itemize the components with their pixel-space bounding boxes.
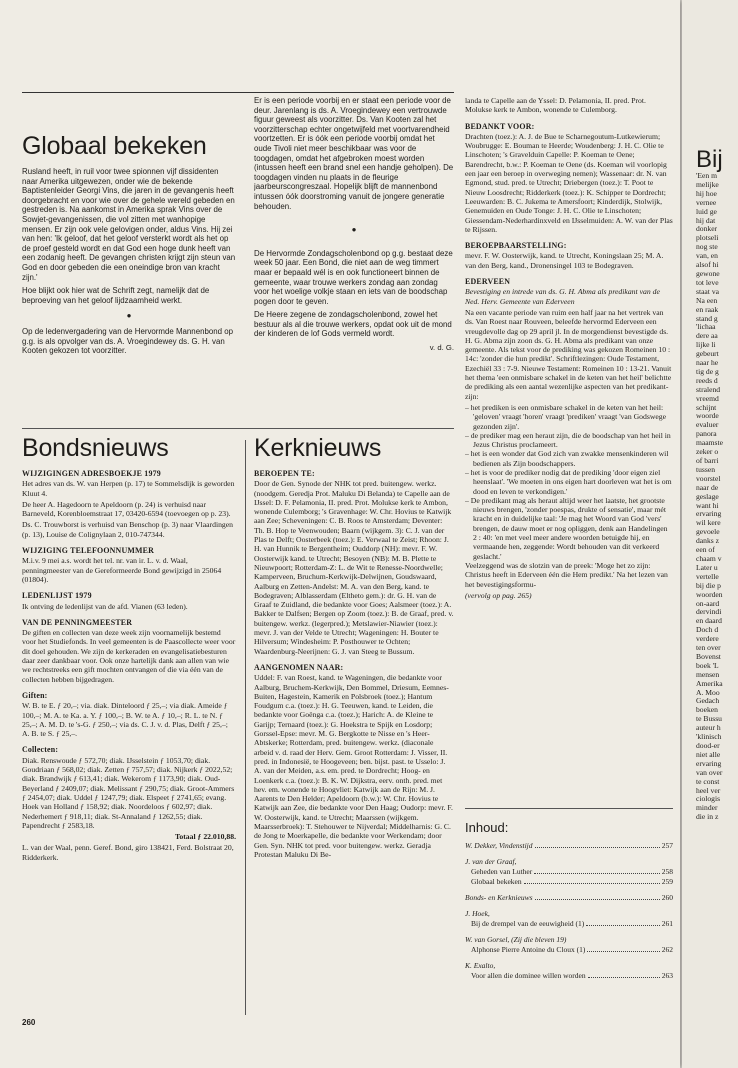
- ederveen-text: Na een vacante periode van ruim een half jaar na het vertrek van ds. Van Roest naar Rouveen, beleefde hervormd Ederveen een vreugdevolle dag op 29 april jl. In de morgendienst bevestigde ds. H. G. Abma zijn zoon ds. G. H. Abma als predikant van onze gemeente. Als tekst voor de prediking was gekozen Romeinen 10 : 14c: 'zonder die hun predikt'. Schriftlezingen: Oude Testament, Ezechiël 33 : 7-9. Nieuwe Testament: Romeinen 10 : 13-21. Vanuit het thema 'een onmisbare schakel in de keten van het heil' belichtte de prediking als een aantal wezenlijke aspecten van het predikant-zijn:: [465, 307, 672, 401]
- facing-page-line: on-aard: [696, 598, 720, 608]
- facing-page-line: naar he: [696, 358, 719, 368]
- facing-page-line: te const: [696, 776, 720, 786]
- closing-text: Veelzeggend was de slotzin van de preek: 'Moge het zo zijn: Christus heeft in Ederveen één die Hem predikt.' Na het lezen van het bevestigingsformu-: [465, 560, 668, 589]
- facing-page-line: Doch d: [696, 625, 719, 635]
- beroepen-text: Door de Gen. Synode der NHK tot pred. buitengew. werkz. (noodgem. Geredja Prot. Maluku Di Belanda) te Capelle aan de IJssel: D. F. Pelamonia, II. pred. Prot. Molukse kerk te Ambon, wonende Culemborg; 's Gravenhage: W. Chr. Hovius te Katwijk aan Zee; Scheveningen: C. B. Roos te Amsterdam; Deventer: Th. B. Hop te Veenwouden; Baarn (wijkgem. 3): C. J. van der Plas te Delft; Oosterbeek (toez.): E. Verwaal te Zeist; Rhoon: J. H. van Hunnik te Bergentheim; Ouddorp (NH): mevr. F. W. Oosterwijk kand. te Utrecht; Besoyen (NB): M. B. Plette te Nieuwpoort; Rotterdam-Z: L. de Wit te Renesse-Noordwelle; Kamperveen, Bruchum-Kerkwijk-Delwijnen, Goudswaard, Aalburg en Zetten-Andelst: M. A. van den Berg, kand. te Bodegraven; Alblasserdam (Eltheto gem.): dr. G. H. van de Graaf te Zuidland, die bedankte voor Goes; Aalsmeer (toez.): A. Bakker te Dalfsen; Bergen op Zoom (toez.): B. de Graaf, pred. v. buitengew. werkz. (legerpred.); Metslawier-Niawier (toez.): mevr. J. van der Velde te Utrecht; Wageningen: H. Bouter te Hilversum; Windesheim: P. Posthouwer te Ochten; Waardenburg-Neerijnen: G. J. van Steeg te Bussum.: [254, 479, 454, 656]
- facing-page-line: wil kere: [696, 518, 721, 528]
- toc-row[interactable]: W. Dekker, Vindenstijd 257: [465, 841, 673, 850]
- bondsnieuws-title: Bondsnieuws: [22, 434, 169, 462]
- facing-page-line: Gedach: [696, 696, 720, 706]
- bedankt-text: Drachten (toez.): A. J. de Bue te Scharnegoutum-Lutkewierum; Woubrugge: E. Bouman te Heerde; Woudenberg: J. H. C. Olie te Linschoten; 's Gravelduin Capelle: P. Koeman te Oene; Barendrecht, b.w.: P. Koeman te Oene (ds. Koeman wil voorlopig een jaar een beroep in overweging nemen); Wassenaar: dr. N. van Egmond, stud. pred. te Utrecht; Driebergen (toez.): T. Poot te Nieuw Loosdrecht; Ridderkerk (toez.): K. Schipper te Dordrecht; Leeuwarden: B. C. Jukema te Amersfoort; Kinderdijk, Stolwijk, Genemuiden en Oude Tonge: J. H. C. Olie te Linschoten; Giessendam-Nederhardinxveld en IJsselmuiden: A. W. van der Plas te Rijssen.: [465, 131, 673, 234]
- facing-page-line: niet alle: [696, 749, 721, 759]
- facing-page-line: dood-er: [696, 741, 720, 750]
- paragraph: Ik ontving de ledenlijst van de afd. Vianen (63 leden).: [22, 601, 188, 611]
- inhoud-rule: [465, 808, 673, 809]
- toc-author: W. van Gorsel, (Zij die bleven 19): [465, 935, 567, 944]
- section-heading: VAN DE PENNINGMEESTER: [22, 617, 133, 627]
- facing-page-line: bij die p: [696, 580, 721, 590]
- facing-page-line: geslage: [696, 491, 719, 501]
- blessing-paragraph: De Heere zegene de zondagscholenbond, zowel het bestuur als al die trouwe werkers, opdat ook uit de mond der kinderen de lof Gods vermeld wordt.: [254, 310, 452, 339]
- aangenomen-text: Uddel: F. van Roest, kand. te Wageningen, die bedankte voor Aalburg, Bruchem-Kerkwijk, Den Bommel, Driesum, Eemnes-Buiten, Hagestein, Kamerik en Polsbroek (toez.); Hantum Foudgum c.a. (toez.): H. G. Teeuwen, kand. te Leiden, die bedankte voor Goënga c.a. (toez.); Harich: A. de Kleine te Garijp; Ternaard (toez.): G. Hoekstra te Spijk en Losdorp; Gorssel-Epse: mevr. M. G. Bergkotte te Nisse en 's Heer-Abtskerke; Rotterdam, pred. buitengew. werkz. (diaconale arbeid v. d. raad der Herv. Gem. Groot Rotterdam: J. Visser, II. pred. in Indonesië, te Hoogeveen; ben. bijst. past. te Usselo: J. A. van der Meiden, a.s. em. pred. te Dordrecht; Hoog- en Loenkerk c.a. (toez.): B. K. W. Dijkstra, eerv. onth. pred. met hev. em. wonende te Hoogvliet: Katwijk aan de Rijn: M. J. Aarents te Den Helder; Apeldoorn (b.w.): W. Chr. Hovius te Katwijk aan Zee, die bedankte voor Den Haag; Oudorp: mevr. F. W. Oosterwijk, kand. te Utrecht; Maarssen (wijkgem. Maarsserbroek): T. Stehouwer te Nijverdal; Middelharnis: G. C. de Jong te Moerkapelle, die bedankte voor Werkendam; door Gen. Syn. NHK tot pred. voor buitengew. werkz. Geradja Protestan Maluku Di Be-: [254, 673, 453, 859]
- globaal-bekeken-body: [22, 167, 236, 356]
- facing-page-title: Bij: [696, 146, 723, 173]
- facing-page-line: zeker o: [696, 447, 719, 457]
- page-number: 260: [22, 1018, 36, 1027]
- facing-page-line: vertelle: [696, 571, 719, 581]
- facing-page-line: stand g: [696, 313, 718, 323]
- facing-page-line: 'Een m: [696, 171, 717, 180]
- toc-row[interactable]: Voor allen die dominee willen worden 263: [471, 971, 673, 980]
- facing-page-line: 'lichaa: [696, 322, 716, 332]
- facing-page-line: alsof hi: [696, 260, 719, 270]
- list-item: – de prediker mag een heraut zijn, die de boodschap van het heil in Jezus Christus proclameert.: [465, 430, 671, 450]
- continuation-paragraph-1: Er is een periode voorbij en er staat een periode voor de deur. Jarenlang is ds. A. Vroegindewey een vertrouwde figuur geweest als voorzitter. Ds. Van Kooten zal het voorzitterschap echter ongetwijfeld met voortvarendheid voortzetten. Er is óók een periode voorbij omdat het oude Tivoli niet meer beschikbaar was voor de toogdagen, omdat het afgebroken moest worden (intussen heeft een brand snel een handje geholpen). De toogdagen vinden nu plaats in de fleurige jaarbeurscongreszaal. Hopelijk blijft de mannenbond intussen óók doorstroming vanuit de jongere generatie behouden.: [254, 96, 454, 211]
- globaal-paragraph-1: Rusland heeft, in ruil voor twee spionnen vijf dissidenten naar Amerika uitgewezen, onder wie de bekende Baptistenleider Georgi Vins, die jaren in de gevangenis heeft doorgebracht en voor wie over de gehele wereld gebeden en gestreden is. Na aankomst in Amerika sprak Vins over de Sowjet-gevangenissen, die vol zitten met wanhopige mensen. Er zijn ook vele gelovigen onder, aldus Vins. Hij zei van hen: 'Ik geloof, dat het geloof versterkt wordt als het op de proef gesteld wordt en dat God een hoge dunk heeft van een zodanig heeft. De gevangen christen krijgt zijn steun van God en door gebeden die een oneindige bron van kracht zijn.': [22, 167, 236, 282]
- column-divider: [245, 440, 246, 1015]
- facing-page-line: tig de g: [696, 366, 719, 376]
- bullet-separator: ●: [351, 225, 357, 235]
- paragraph: M.i.v. 9 mei a.s. wordt het tel. nr. van ir. L. v. d. Waal, penningmeester van de Gereformeerde Bond gewijzigd in 25064 (01804).: [22, 556, 222, 584]
- list-item: – het is voor de prediker nodig dat de prediking 'door eigen ziel heenslaat'. 'We moeten in ons eigen hart doorleven wat het is om dood en leven te verkondigen.': [465, 467, 672, 496]
- facing-page-line: boek 'L: [696, 660, 719, 670]
- paragraph: Ds. C. Trouwborst is verhuisd van Benschop (p. 3) naar Vlaardingen (p. 13), Louise de Colignylaan 2, 010-747344.: [22, 520, 234, 539]
- facing-page-line: hij hoe: [696, 188, 717, 198]
- facing-page-line: gebeurt: [696, 349, 719, 359]
- facing-page-line: lijke li: [696, 340, 716, 350]
- bedankt-heading: BEDANKT VOOR:: [465, 121, 535, 131]
- facing-page-line: staat va: [696, 286, 719, 296]
- facing-page-line: maamste: [696, 438, 723, 448]
- globaal-bekeken-title: Globaal bekeken: [22, 132, 207, 160]
- facing-page-line: donker: [696, 224, 718, 234]
- facing-page-line: gewone: [696, 268, 720, 278]
- list-item: – De predikant mag als heraut altijd weer het laatste, het grootste nieuws brengen, 'zonder poespas, drukte of sensatie', maar mét kracht en in duidelijke taal: 'Je mag het Woord van God 'vers' brengen, de dauw moet er nog opliggen, denk aan Handelingen 2 : 40: 'en met veel meer andere woorden betuigde hij, en vermaande hen, zeggende: Wordt behouden van dit verkeerd geslacht.': [465, 495, 668, 561]
- facing-page-line: ervaring: [696, 509, 722, 519]
- inhoud-title: Inhoud:: [465, 820, 509, 835]
- facing-page-line: Na een: [696, 295, 718, 305]
- facing-page-line: die in z: [696, 812, 719, 822]
- facing-page-line: tot leve: [696, 277, 719, 287]
- facing-page-line: van, en: [696, 251, 718, 261]
- toc-author: J. van der Graaf,: [465, 857, 517, 866]
- kerknieuws-title: Kerknieuws: [254, 434, 382, 462]
- toc-row[interactable]: Geheden van Luther 258: [471, 867, 673, 876]
- facing-page-line: A. Moo: [696, 687, 720, 697]
- facing-page-line: en raak: [696, 304, 719, 314]
- collecten-heading: Collecten:: [22, 745, 59, 755]
- toc-author: K. Exalto,: [465, 961, 496, 970]
- facing-page-line: chaam v: [696, 553, 722, 563]
- aangenomen-heading: AANGENOMEN NAAR:: [254, 662, 344, 672]
- facing-page-line: Amerika: [696, 678, 723, 688]
- toc-row[interactable]: Bij de drempel van de eeuwigheid (1) 261: [471, 919, 673, 928]
- zondagschool-paragraph: De Hervormde Zondagscholenbond op g.g. bestaat deze week 50 jaar. Een Bond, die niet aan de weg timmert maar er bepaald wél is en ook functioneert binnen de gemeente, waar trouwe werkers zondag aan zondag voor het woelige volkje staan en iets van de boodschap pogen door te geven.: [254, 248, 453, 306]
- facing-page-line: dere aa: [696, 331, 718, 341]
- section-heading: WIJZIGINGEN ADRESBOEKJE 1979: [22, 469, 161, 478]
- facing-page-line: ciologis: [696, 794, 721, 804]
- continued-link[interactable]: (vervolg op pag. 265): [465, 590, 532, 600]
- facing-page-line: melijke: [696, 179, 719, 189]
- facing-page-line: van over: [696, 767, 723, 777]
- facing-page-line: Later u: [696, 562, 718, 572]
- toc-row[interactable]: Bonds- en Kerknieuws 260: [465, 893, 673, 902]
- list-item: – het prediken is een onmisbare schakel in de keten van het heil: 'geloven' vraagt 'horen' vraagt 'prediken' vraagt 'van Godswege gezonden zijn'.: [465, 402, 667, 431]
- kerknieuws-continuation: [465, 96, 673, 796]
- facing-page-line: een of: [696, 545, 715, 555]
- facing-page-line: en daard: [696, 616, 722, 626]
- kerknieuws-article: [254, 434, 454, 1016]
- toc-row[interactable]: Alphonse Pierre Antoine du Cloux (1) 262: [471, 945, 673, 954]
- section-rule: [22, 428, 454, 429]
- facing-page-line: ten over: [696, 643, 721, 653]
- ederveen-heading: EDERVEEN: [465, 277, 511, 287]
- signature: v. d. G.: [429, 343, 454, 353]
- bullet-separator: ●: [126, 311, 132, 321]
- section-heading: WIJZIGING TELEFOONNUMMER: [22, 546, 155, 556]
- globaal-bekeken-article: [22, 132, 236, 392]
- list-item: – het is een wonder dat God zich van zwakke mensenkinderen wil bedienen als Zijn boodschappers.: [465, 449, 669, 468]
- facing-page-line: woorden: [696, 589, 723, 599]
- bondsnieuws-article: [22, 434, 236, 1016]
- facing-page-line: vernee: [696, 197, 717, 207]
- facing-page-line: voorstel: [696, 473, 721, 483]
- sermon-aspects-list: [465, 403, 673, 561]
- giften-heading: Giften:: [22, 690, 48, 700]
- facing-page-line: panora: [696, 429, 717, 439]
- facing-page-line: ervaring: [696, 758, 722, 768]
- facing-page-line: heel ver: [696, 785, 721, 795]
- facing-page-line: auteur h: [696, 723, 721, 733]
- facing-page-line: of barri: [696, 456, 719, 465]
- globaal-continuation: [254, 96, 454, 412]
- facing-page-line: luid ge: [696, 206, 717, 216]
- beroepbaarstelling-heading: BEROEPBAARSTELLING:: [465, 241, 567, 251]
- continuation-text: landa te Capelle aan de Yssel: D. Pelamonia, II. pred. Prot. Molukse kerk te Ambon, wonende te Culemborg.: [465, 96, 646, 115]
- paragraph: De giften en collecten van deze week zijn voornamelijk bestemd voor het Studiefonds. In veel gemeenten is de Paascollecte weer voor dit doel gehouden. We zijn de kerkeraden en evangelisatiebesturen daar zeer dankbaar voor. Ook onze hartelijk dank aan allen van wie we rechtstreeks een gift mochten ontvangen of die via één van de collecten hebben bijgedragen.: [22, 628, 236, 684]
- facing-page-line: want hi: [696, 500, 719, 510]
- paragraph: De heer A. Hagedoorn te Apeldoorn (p. 24) is verhuisd naar Barneveld, Korenbloemstraat 17, 03420-6594 (toevoegen op p. 23).: [22, 499, 231, 519]
- toc-row[interactable]: Globaal bekeken 259: [471, 877, 673, 886]
- beroepen-heading: BEROEPEN TE:: [254, 469, 315, 478]
- facing-page-line: reeds d: [696, 375, 718, 385]
- facing-page-line: Bovenst: [696, 651, 721, 661]
- ederveen-subtitle: Bevestiging en intrede van ds. G. H. Abma als predikant van de Ned. Herv. Gemeente van Ederveen: [465, 287, 660, 306]
- toc-author: J. Hoek,: [465, 909, 490, 918]
- facing-page-line: gevoele: [696, 527, 720, 537]
- facing-page-line: schijnt: [696, 402, 717, 412]
- globaal-paragraph-3: Op de ledenvergadering van de Hervormde Mannenbond op g.g. is als opvolger van ds. A. Vroegindewey ds. G. H. van Kooten gekozen tot voorzitter.: [22, 326, 233, 356]
- facing-page-line: tussen: [696, 464, 715, 474]
- top-rule: [22, 92, 454, 93]
- facing-page-line: evaluer: [696, 420, 719, 430]
- giften-list: W. B. te E. ƒ 20,–; via. diak. Dinteloord ƒ 25,–; via diak. Ameide ƒ 100,–; M. A. te Ka. a. Y. ƒ 100,–; B. W. te A. ƒ 10,–; R. L. te N. ƒ 25,–; A. M. D. te 's-G. ƒ 250,–; via ds. C. J. v. d. Plas, Delft ƒ 25,–; A. B. te S. ƒ 25,–.: [22, 701, 228, 739]
- facing-page-line: mensen: [696, 669, 720, 679]
- facing-page-line: naar de: [696, 482, 719, 492]
- facing-page-line: verdere: [696, 634, 719, 644]
- facing-page-line: minder: [696, 803, 718, 813]
- facing-page-line: stralend: [696, 384, 721, 394]
- facing-page-line: danks z: [696, 536, 719, 546]
- beroepbaarstelling-text: mevr. F. W. Oosterwijk, kand. te Utrecht, Koningslaan 25; M. A. van den Berg, kand., Dronensingel 103 te Bodegraven.: [465, 251, 664, 270]
- table-of-contents: [465, 820, 673, 1020]
- total-amount: Totaal ƒ 22.010,88.: [174, 832, 236, 842]
- facing-page: [682, 0, 738, 1068]
- facing-page-line: 'klinisch: [696, 732, 722, 742]
- facing-page-line: woorde: [696, 411, 719, 421]
- section-heading: LEDENLIJST 1979: [22, 591, 92, 601]
- facing-page-line: vreemd: [696, 393, 719, 403]
- facing-page-line: dervindi: [696, 607, 722, 617]
- facing-page-line: hij dat: [696, 215, 716, 225]
- facing-page-text: [696, 172, 738, 822]
- collecten-list: Diak. Renswoude ƒ 572,70; diak. IJsselstein ƒ 1053,70; diak. Goudriaan ƒ 568,02; diak. Zetten ƒ 757,57; diak. Nijkerk ƒ 2022,52; diak. Brandwijk ƒ 613,41; diak. Wekerom ƒ 1173,90; diak. Oud-Beyerland ƒ 2409,07; diak. Melissant ƒ 290,75; diak. Groot-Ammers ƒ 2454,07; diak. Uddel ƒ 1247,79; diak. Elspeet ƒ 2741,65; evang. Hoek van Holland ƒ 158,92; diak. Noordeloos ƒ 602,97; diak. Nederhemert ƒ 918,11; diak. St-Annaland ƒ 1262,55; diak. Papendrecht ƒ 2583,18.: [22, 755, 235, 830]
- paragraph: Het adres van ds. W. van Herpen (p. 17) te Sommelsdijk is geworden Kluut 4.: [22, 479, 235, 498]
- facing-page-line: plotseli: [696, 233, 719, 243]
- facing-page-line: te Bussu: [696, 714, 722, 724]
- globaal-paragraph-2: Hoe blijkt ook hier wat de Schrift zegt, namelijk dat de beproeving van het geloof lijdzaamheid werkt.: [22, 286, 210, 305]
- facing-page-line: nog ste: [696, 242, 718, 252]
- treasurer-signature: L. van der Waal, penn. Geref. Bond, giro 138421, Ferd. Bolstraat 20, Ridderkerk.: [22, 843, 234, 862]
- facing-page-line: boeken: [696, 705, 718, 715]
